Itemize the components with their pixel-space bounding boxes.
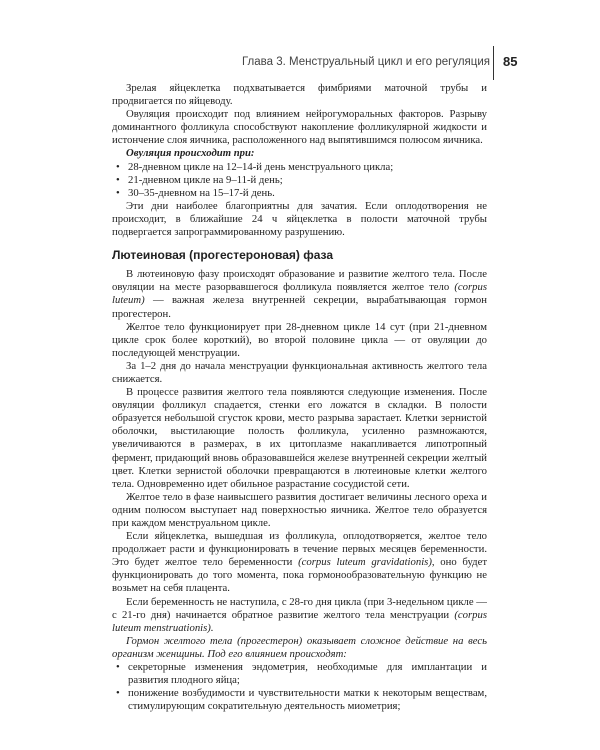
paragraph: Эти дни наиболее благоприятны для зачатия. Если оплодотворения не происходит, в ближайшие 24 ч яйцеклетка в полости маточной трубы подвергается запрограммированному разрушению. [112, 199, 487, 239]
page-number: 85 [503, 54, 518, 69]
paragraph: Если яйцеклетка, вышедшая из фолликула, оплодотворяется, желтое тело продолжает расти и функционировать в течение первых месяцев беременности. Это будет желтое тело беременности (corpus luteum gravidationis), оно будет функционировать до того момента, пока гормонообразовательную функцию не возьмет на себя плацента. [112, 530, 487, 595]
list-item: • понижение возбудимости и чувствительности матки к некоторым веществам, стимулирующим сократительную деятельность миометрия; [116, 687, 487, 713]
header-divider [493, 46, 494, 80]
effects-list [112, 661, 487, 713]
bullet-icon: • [116, 687, 120, 700]
bullet-icon: • [116, 160, 120, 173]
paragraph: Зрелая яйцеклетка подхватывается фимбриями маточной трубы и продвигается по яйцеводу. [112, 82, 487, 108]
chapter-header: Глава 3. Менструальный цикл и его регуляция [241, 56, 490, 68]
list-item: • 21-дневном цикле на 9–11-й день; [116, 173, 283, 186]
paragraph: В лютеиновую фазу происходят образование и развитие желтого тела. После овуляции на месте разорвавшегося фолликула появляется желтое тело (corpus luteum) — важная железа внутренней секреции, вырабатывающая гормон прогестерон. [112, 268, 487, 320]
paragraph: В процессе развития желтого тела появляются следующие изменения. После овуляции фолликул спадается, стенки его ложатся в складки. В полости образуется небольшой сгусток крови, место разрыва зарастает. Клетки зернистой оболочки, выстилающие полость фолликула, усиленно размножаются, увеличиваются в размерах, в их цитоплазме накапливается липотропный фермент, придающий вновь образовавшейся железе внутренней секреции желтый цвет. Клетки зернистой оболочки превращаются в лютеиновые клетки желтого тела. Одновременно идет обильное разрастание сосудистой сети. [112, 386, 487, 490]
page-body [112, 82, 487, 713]
paragraph: Гормон желтого тела (прогестерон) оказывает сложное действие на весь организм женщины. Под его влиянием происходят: [112, 634, 487, 660]
latin-term: (corpus luteum menstruationis). [112, 608, 487, 634]
paragraph: Если беременность не наступила, с 28-го дня цикла (при 3-недельном цикле — с 21-го дня) начинается обратное развитие желтого тела менструации (corpus luteum menstruationis). [112, 595, 487, 634]
paragraph: За 1–2 дня до начала менструации функциональная активность желтого тела снижается. [112, 359, 487, 385]
bullet-icon: • [116, 173, 120, 186]
list-item: • 30–35-дневном на 15–17-й день. [116, 186, 275, 199]
latin-term: (corpus luteum gravidationis) [298, 556, 432, 569]
ovulation-list [112, 161, 487, 200]
bullet-icon: • [116, 661, 120, 674]
list-item: • 28-дневном цикле на 12–14-й день менструального цикла; [116, 160, 394, 173]
paragraph: Желтое тело в фазе наивысшего развития достигает величины лесного ореха и одним полюсом выступает над поверхностью яичника. Желтое тело образуется при каждом менструальном цикле. [112, 490, 487, 529]
section-title: Лютеиновая (прогестероновая) фаза [112, 248, 334, 263]
list-item: • секреторные изменения эндометрия, необходимые для имплантации и развития плодного яйца; [116, 661, 487, 687]
paragraph: Желтое тело функционирует при 28-дневном цикле 14 сут (при 21-дневном цикле срок более короткий), во второй половине цикла — от овуляции до последующей менструации. [112, 320, 487, 359]
paragraph: Овуляция происходит под влиянием нейрогуморальных факторов. Разрыву доминантного фолликула способствуют накопление фолликулярной жидкости и истончение слоя яичника, расположенного над выпятившимся полюсом яичника. [112, 108, 487, 147]
bullet-icon: • [116, 186, 120, 199]
list-intro: Овуляция происходит при: [126, 147, 255, 160]
latin-term: (corpus luteum) [112, 281, 487, 307]
